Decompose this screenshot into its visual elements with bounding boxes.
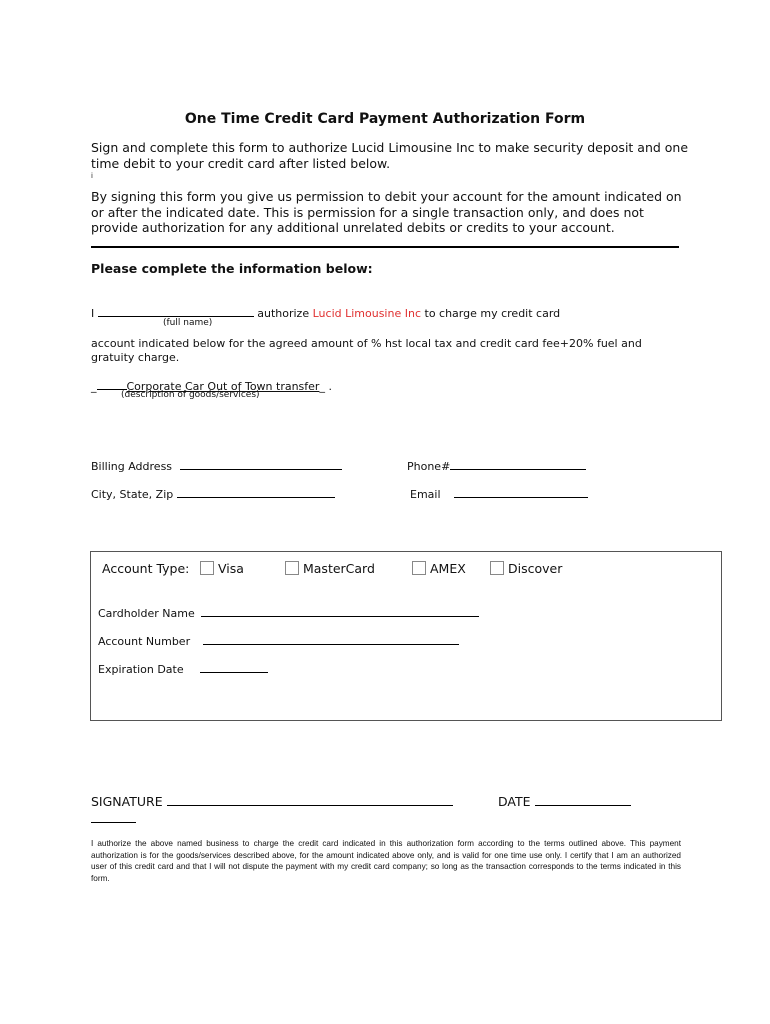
date-label: DATE	[498, 794, 531, 809]
expiration-date-label: Expiration Date	[98, 663, 184, 676]
phone-row	[407, 457, 586, 473]
expiration-date-row	[98, 660, 268, 676]
visa-label: Visa	[217, 561, 244, 576]
goods-lead: _	[91, 380, 97, 393]
email-field[interactable]	[454, 485, 588, 498]
fine-print: I authorize the above named business to charge the credit card indicated in this authorization form according to the terms outlined above. This payment authorization is for the goods/services described above, for the amount indicated above only, and is valid for one time use only. I certify that I am an authorized user of this credit card and that I will not dispute the payment with my credit card company; so long as the transaction corresponds to the terms indicated in this form.	[91, 839, 681, 883]
full-name-caption: (full name)	[163, 318, 213, 328]
amex-option[interactable]	[412, 561, 466, 576]
amex-checkbox[interactable]	[412, 561, 426, 575]
billing-address-row	[91, 457, 342, 473]
form-title: One Time Credit Card Payment Authorization Form	[184, 111, 586, 127]
section-heading: Please complete the information below:	[91, 261, 373, 276]
cardholder-name-row	[98, 604, 479, 620]
goods-value[interactable]: Corporate Car Out of Town transfer	[126, 380, 320, 393]
signature-overflow-line	[91, 808, 136, 823]
signature-field[interactable]	[167, 792, 453, 806]
company-name: Lucid Limousine Inc	[312, 307, 421, 320]
discover-label: Discover	[507, 561, 563, 576]
email-row	[410, 485, 588, 501]
auth-suffix: to charge my credit card	[424, 307, 561, 320]
goods-caption: (description of goods/services)	[121, 390, 260, 400]
mastercard-label: MasterCard	[302, 561, 375, 576]
permission-paragraph: By signing this form you give us permission to debit your account for the amount indicated on or after the indicated date. This is permission for a single transaction only, and does not provide authorization for any additional unrelated debits or credits to your account.	[91, 189, 682, 235]
discover-checkbox[interactable]	[490, 561, 504, 575]
city-state-zip-field[interactable]	[177, 485, 335, 498]
date-row	[498, 792, 631, 809]
expiration-date-field[interactable]	[200, 660, 268, 673]
auth-middle: authorize	[257, 307, 310, 320]
section-divider	[91, 246, 679, 248]
account-type-label: Account Type:	[102, 561, 190, 576]
amex-label: AMEX	[429, 561, 466, 576]
city-state-zip-label: City, State, Zip	[91, 488, 174, 501]
account-number-row	[98, 632, 459, 648]
city-state-zip-row	[91, 485, 335, 501]
billing-address-field[interactable]	[180, 457, 342, 470]
mastercard-option[interactable]	[285, 561, 375, 576]
cardholder-name-label: Cardholder Name	[98, 607, 195, 620]
full-name-field[interactable]	[98, 304, 254, 317]
phone-label: Phone#	[407, 460, 451, 473]
intro-paragraph: Sign and complete this form to authorize Lucid Limousine Inc to make security deposit and one time debit to your credit card after listed below.	[91, 140, 689, 171]
stray-mark: i	[91, 172, 93, 180]
signature-label: SIGNATURE	[91, 794, 163, 809]
email-label: Email	[410, 488, 441, 501]
goods-trail: _ .	[319, 380, 332, 393]
account-number-field[interactable]	[203, 632, 459, 645]
signature-row	[91, 792, 453, 809]
cardholder-name-field[interactable]	[201, 604, 479, 617]
phone-field[interactable]	[450, 457, 586, 470]
account-number-label: Account Number	[98, 635, 191, 648]
auth-prefix: I	[91, 307, 95, 320]
visa-option[interactable]	[200, 561, 244, 576]
mastercard-checkbox[interactable]	[285, 561, 299, 575]
visa-checkbox[interactable]	[200, 561, 214, 575]
discover-option[interactable]	[490, 561, 562, 576]
authorization-line	[91, 304, 560, 320]
amount-paragraph: account indicated below for the agreed amount of % hst local tax and credit card fee+20% fuel and gratuity charge.	[91, 337, 642, 364]
billing-address-label: Billing Address	[91, 460, 173, 473]
date-field[interactable]	[535, 792, 631, 806]
